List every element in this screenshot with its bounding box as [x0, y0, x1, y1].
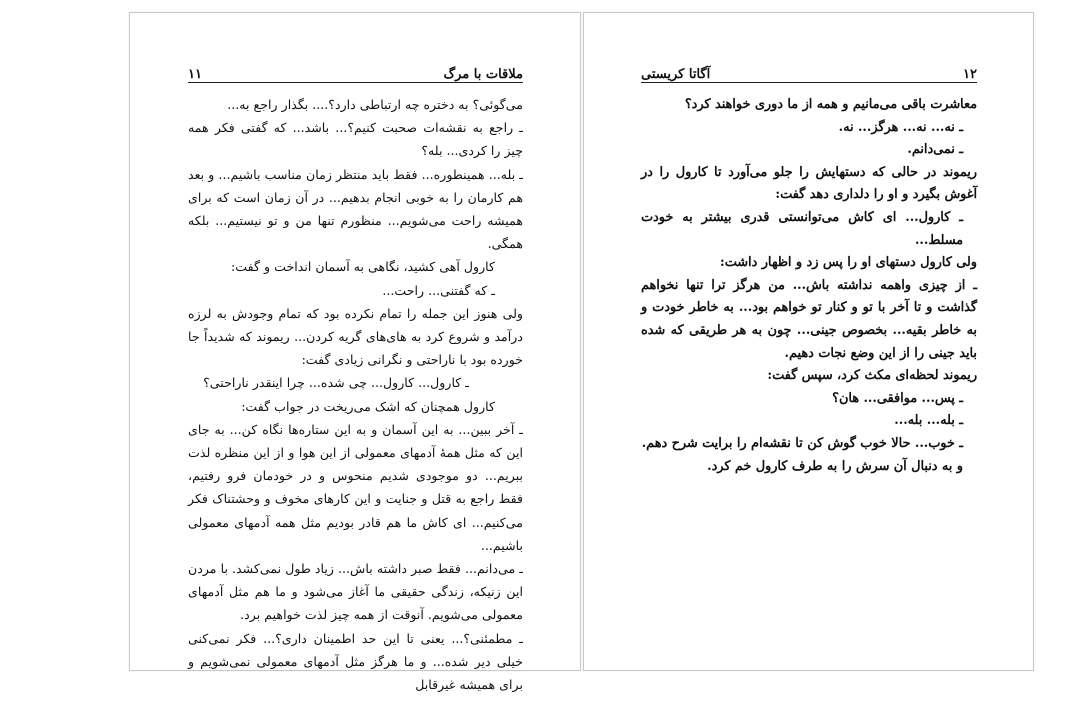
paragraph: می‌گوئی؟ به دختره چه ارتباطی دارد؟.... بگذار راجع به... [227, 97, 523, 112]
book-page-right [583, 12, 1034, 671]
page-body [188, 93, 523, 696]
paragraph: ـ آخر ببین... به این آسمان و به این ستاره‌ها نگاه کن... به جای این که مثل همهٔ آدمهای معمولی از این هوا و از این منظره لذت ببریم... دو موجودی شدیم منحوس و در خودمان فرو رفتیم، فقط راجع به قتل و جنایت و این کارهای مخوف و وحشتناک فکر می‌کنیم... ای کاش ما هم قادر بودیم مثل همه آدمهای معمولی باشیم... [188, 421, 523, 553]
paragraph: ولی هنوز این جمله را تمام نکرده بود که تمام وجودش به لرزه درآمد و شروع کرد به های‌های گریه کردن... ریموند که شدیداً جا خورده بود با ناراحتی و نگرانی زیادی گفت: [188, 305, 523, 368]
paragraph: ـ بله... همینطوره... فقط باید منتظر زمان مناسب باشیم... و بعد هم کارمان را به خوبی انجام بدهیم... در آن زمان است که برای همیشه راحت می‌شویم... منظورم تنها من و تو نیستیم... بلکه همگی. [188, 166, 523, 252]
paragraph: و به دنبال آن سرش را به طرف کارول خم کرد. [707, 458, 963, 474]
paragraph: کارول همچنان که اشک می‌ریخت در جواب گفت: [241, 398, 495, 414]
paragraph: ـ نمی‌دانم. [907, 142, 963, 158]
paragraph: ـ مطمئنی؟... یعنی تا این حد اطمینان داری؟... فکر نمی‌کنی خیلی دیر شده... و ما هرگز مثل آدمهای معمولی نمی‌شویم و برای همیشه غیرقابل [188, 630, 523, 693]
paragraph: ریموند در حالی که دستهایش را جلو می‌آورد تا کارول را در آغوش بگیرد و او را دلداری دهد گفت: [641, 164, 977, 203]
paragraph: ـ که گفتنی... راحت... [382, 282, 495, 298]
paragraph: ـ نه... نه... هرگز... نه. [838, 119, 963, 135]
page-header [188, 62, 523, 83]
page-number: ۱۱ [188, 67, 202, 82]
running-title: آگاتا کریستی [641, 67, 711, 82]
paragraph: ـ کارول... ای کاش می‌توانستی قدری بیشتر به خودت مسلط... [641, 209, 963, 248]
paragraph: ـ خوب... حالا خوب گوش کن تا نقشه‌ام را برایت شرح دهم. [641, 435, 963, 451]
paragraph: معاشرت باقی می‌مانیم و همه از ما دوری خواهند کرد؟ [684, 97, 977, 112]
paragraph: ـ بله... بله... [894, 413, 963, 429]
paragraph: ـ از چیزی واهمه نداشته باش... من هرگز ترا تنها نخواهم گذاشت و تا آخر با تو و کنار تو خواهم بود... به خاطر خودت و به خاطر بقیه... بخصوص جینی... چون به هر طریقی که شده باید جینی را از این وضع نجات دهیم. [641, 277, 977, 361]
paragraph: ولی کارول دستهای او را پس زد و اظهار داشت: [720, 255, 977, 271]
page-header [641, 62, 977, 83]
book-page-left [129, 12, 581, 693]
paragraph: کارول آهی کشید، نگاهی به آسمان انداخت و گفت: [231, 259, 495, 275]
paragraph: ـ می‌دانم... فقط صبر داشته باش... زیاد طول نمی‌کشد. با مردن این زنیکه، زندگی حقیقی ما آغاز می‌شود و ما هم مثل آدمهای معمولی می‌شویم. آنوقت از همه چیز لذت خواهیم برد. [188, 561, 523, 623]
paragraph: ـ پس... موافقی... هان؟ [832, 390, 963, 406]
paragraph: ـ کارول... کارول... چی شده... چرا اینقدر ناراحتی؟ [203, 375, 469, 391]
page-number: ۱۲ [963, 67, 977, 82]
running-title: ملاقات با مرگ [443, 67, 523, 82]
page-body [641, 94, 977, 478]
paragraph: ریموند لحظه‌ای مکث کرد، سپس گفت: [767, 368, 977, 384]
paragraph: ـ راجع به نقشه‌ات صحبت کنیم؟... باشد... که گفتی فکر همه چیز را کردی... بله؟ [188, 120, 523, 159]
